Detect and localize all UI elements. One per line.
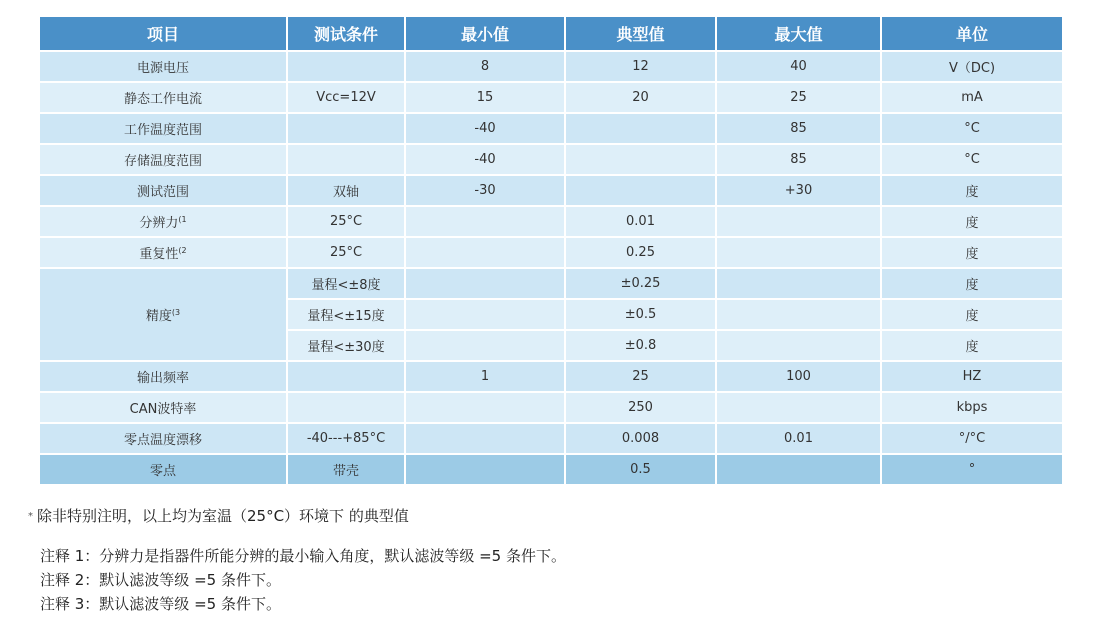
cell-unit: 度 xyxy=(882,176,1062,207)
general-note xyxy=(28,505,409,526)
comment-2: 注释 2：默认滤波等级 =5 条件下。 xyxy=(40,571,281,589)
cell-item xyxy=(40,176,288,207)
note-star: * xyxy=(28,511,33,522)
cell-max xyxy=(717,300,882,331)
cell-typ: 25 xyxy=(566,362,717,393)
cell-max: 85 xyxy=(717,145,882,176)
cell-max xyxy=(717,207,882,238)
cell-min xyxy=(406,393,566,424)
cell-item xyxy=(40,145,288,176)
cell-condition xyxy=(288,362,406,393)
cell-min xyxy=(406,455,566,486)
cell-max xyxy=(717,455,882,486)
cell-max xyxy=(717,393,882,424)
cell-min: 8 xyxy=(406,52,566,83)
cell-unit: V（DC) xyxy=(882,52,1062,83)
spec-table xyxy=(40,17,1062,486)
cell-condition xyxy=(288,114,406,145)
cell-typ: 12 xyxy=(566,52,717,83)
header-item: 项目 xyxy=(40,17,288,52)
footnote-marker: (3 xyxy=(171,308,181,317)
cell-typ: 0.25 xyxy=(566,238,717,269)
item-label: 重复性 xyxy=(139,247,179,262)
cell-typ xyxy=(566,176,717,207)
cell-max: 25 xyxy=(717,83,882,114)
cell-max: 40 xyxy=(717,52,882,83)
cell-typ: ±0.5 xyxy=(566,300,717,331)
cell-unit: HZ xyxy=(882,362,1062,393)
cell-min xyxy=(406,207,566,238)
table-header-row xyxy=(40,17,1062,52)
cell-min xyxy=(406,300,566,331)
table-row xyxy=(40,238,1062,269)
cell-condition: 量程<±8度 xyxy=(288,269,406,300)
header-unit: 单位 xyxy=(882,17,1062,52)
cell-typ: 250 xyxy=(566,393,717,424)
header-typ: 典型值 xyxy=(566,17,717,52)
comment-1: 注释 1：分辨力是指器件所能分辨的最小输入角度，默认滤波等级 =5 条件下。 xyxy=(40,547,566,565)
cell-min: -40 xyxy=(406,114,566,145)
cell-unit: ° xyxy=(882,455,1062,486)
cell-unit: °C xyxy=(882,145,1062,176)
table-row xyxy=(40,424,1062,455)
item-label: 测试范围 xyxy=(136,185,189,200)
cell-typ: ±0.8 xyxy=(566,331,717,362)
cell-max xyxy=(717,238,882,269)
footnote-marker: (2 xyxy=(178,246,187,255)
cell-max xyxy=(717,269,882,300)
cell-condition xyxy=(288,393,406,424)
cell-max: 0.01 xyxy=(717,424,882,455)
item-label: 工作温度范围 xyxy=(123,123,202,138)
cell-min: 15 xyxy=(406,83,566,114)
cell-condition: Vcc=12V xyxy=(288,83,406,114)
header-condition: 测试条件 xyxy=(288,17,406,52)
table-row xyxy=(40,455,1062,486)
cell-typ xyxy=(566,145,717,176)
cell-unit: 度 xyxy=(882,300,1062,331)
cell-condition: 量程<±30度 xyxy=(288,331,406,362)
cell-condition: 25°C xyxy=(288,238,406,269)
cell-unit: 度 xyxy=(882,269,1062,300)
cell-item xyxy=(40,455,288,486)
table-row xyxy=(40,269,1062,300)
cell-item xyxy=(40,238,288,269)
cell-item xyxy=(40,52,288,83)
cell-typ: ±0.25 xyxy=(566,269,717,300)
cell-max: 85 xyxy=(717,114,882,145)
cell-max: 100 xyxy=(717,362,882,393)
cell-unit: °C xyxy=(882,114,1062,145)
cell-min: -30 xyxy=(406,176,566,207)
item-label: CAN波特率 xyxy=(129,402,197,417)
cell-unit: 度 xyxy=(882,207,1062,238)
header-max: 最大值 xyxy=(717,17,882,52)
cell-typ: 0.5 xyxy=(566,455,717,486)
cell-unit: mA xyxy=(882,83,1062,114)
cell-condition: -40---+85°C xyxy=(288,424,406,455)
cell-unit: °/°C xyxy=(882,424,1062,455)
cell-min: -40 xyxy=(406,145,566,176)
cell-max xyxy=(717,331,882,362)
note-text: 除非特别注明，以上均为室温（25°C）环境下 的典型值 xyxy=(37,507,409,525)
item-label: 零点 xyxy=(149,464,176,479)
cell-condition: 带壳 xyxy=(288,455,406,486)
table-row xyxy=(40,176,1062,207)
cell-typ xyxy=(566,114,717,145)
cell-item xyxy=(40,393,288,424)
table-row xyxy=(40,83,1062,114)
cell-unit: 度 xyxy=(882,331,1062,362)
cell-item xyxy=(40,83,288,114)
cell-item xyxy=(40,114,288,145)
cell-item xyxy=(40,362,288,393)
item-label: 分辨力 xyxy=(139,216,179,231)
item-label: 输出频率 xyxy=(136,371,189,386)
table-row xyxy=(40,207,1062,238)
table-row xyxy=(40,393,1062,424)
cell-min: 1 xyxy=(406,362,566,393)
cell-min xyxy=(406,269,566,300)
cell-condition: 量程<±15度 xyxy=(288,300,406,331)
cell-item xyxy=(40,207,288,238)
cell-condition: 双轴 xyxy=(288,176,406,207)
cell-condition xyxy=(288,145,406,176)
cell-max: +30 xyxy=(717,176,882,207)
table-row xyxy=(40,114,1062,145)
spec-table-body xyxy=(40,52,1062,486)
item-label: 静态工作电流 xyxy=(123,92,202,107)
cell-typ: 0.008 xyxy=(566,424,717,455)
comment-3: 注释 3：默认滤波等级 =5 条件下。 xyxy=(40,595,281,613)
cell-item xyxy=(40,269,288,362)
cell-min xyxy=(406,238,566,269)
cell-condition xyxy=(288,52,406,83)
item-label: 电源电压 xyxy=(136,61,189,76)
cell-min xyxy=(406,331,566,362)
item-label: 精度 xyxy=(145,309,172,324)
cell-min xyxy=(406,424,566,455)
cell-typ: 0.01 xyxy=(566,207,717,238)
cell-unit: 度 xyxy=(882,238,1062,269)
cell-condition: 25°C xyxy=(288,207,406,238)
item-label: 存储温度范围 xyxy=(123,154,202,169)
table-row xyxy=(40,145,1062,176)
item-label: 零点温度漂移 xyxy=(123,433,202,448)
cell-item xyxy=(40,424,288,455)
cell-unit: kbps xyxy=(882,393,1062,424)
comments-block xyxy=(40,544,566,616)
table-row xyxy=(40,362,1062,393)
header-min: 最小值 xyxy=(406,17,566,52)
table-row xyxy=(40,52,1062,83)
cell-typ: 20 xyxy=(566,83,717,114)
footnote-marker: (1 xyxy=(178,215,187,224)
